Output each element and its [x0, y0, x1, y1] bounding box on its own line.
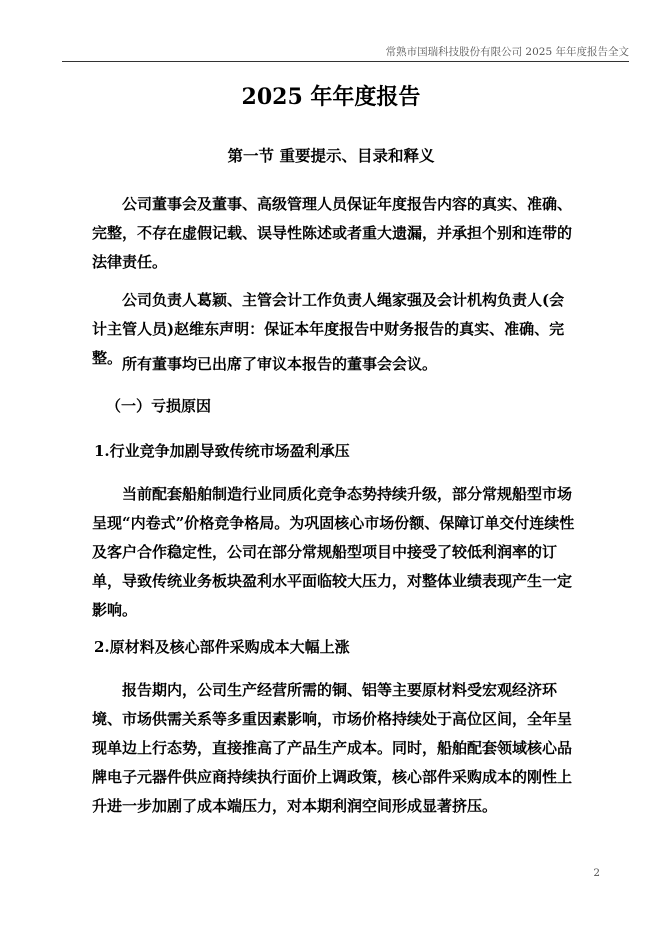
reason-1-body: 当前配套船舶制造行业同质化竞争态势持续升级，部分常规船型市场呈现“内卷式”价格竞争格局。为巩固核心市场份额、保障订单交付连续性及客户合作稳定性，公司在部分常规船型项目中接受了较低利润率的订单，导致传统业务板块盈利水平面临较大压力，对整体业绩表现产生一定影响。 — [92, 485, 575, 619]
reason-2-heading: 2.原材料及核心部件采购成本大幅上涨 — [94, 638, 350, 656]
section-title: 第一节 重要提示、目录和释义 — [227, 146, 435, 165]
page-number: 2 — [593, 867, 600, 879]
paragraph-responsible-persons: 公司负责人葛颖、主管会计工作负责人绳家强及会计机构负责人(会计主管人员)赵维东声明：保证本年度报告中财务报告的真实、准确、完整。 — [92, 291, 565, 367]
paragraph-board-attendance: 所有董事均已出席了审议本报告的董事会会议。 — [122, 355, 438, 373]
reason-1-heading: 1.行业竞争加剧导致传统市场盈利承压 — [94, 442, 350, 460]
header-divider — [62, 61, 629, 62]
loss-reasons-heading: （一）亏损原因 — [106, 397, 212, 415]
reason-2-body: 报告期内，公司生产经营所需的铜、铝等主要原材料受宏观经济环境、市场供需关系等多重因素影响，市场价格持续处于高位区间，全年呈现单边上行态势，直接推高了产品生产成本。同时，船舶配套领域核心品牌电子元器件供应商持续执行面价上调政策，核心部件采购成本的刚性上升进一步加剧了成本端压力，对本期利润空间形成显著挤压。 — [92, 681, 573, 815]
paragraph-board-statement: 公司董事会及董事、高级管理人员保证年度报告内容的真实、准确、完整，不存在虚假记载、误导性陈述或者重大遗漏，并承担个别和连带的法律责任。 — [92, 195, 573, 271]
report-title: 2025 年年度报告 — [241, 84, 421, 110]
running-header: 常熟市国瑞科技股份有限公司 2025 年年度报告全文 — [385, 46, 629, 58]
